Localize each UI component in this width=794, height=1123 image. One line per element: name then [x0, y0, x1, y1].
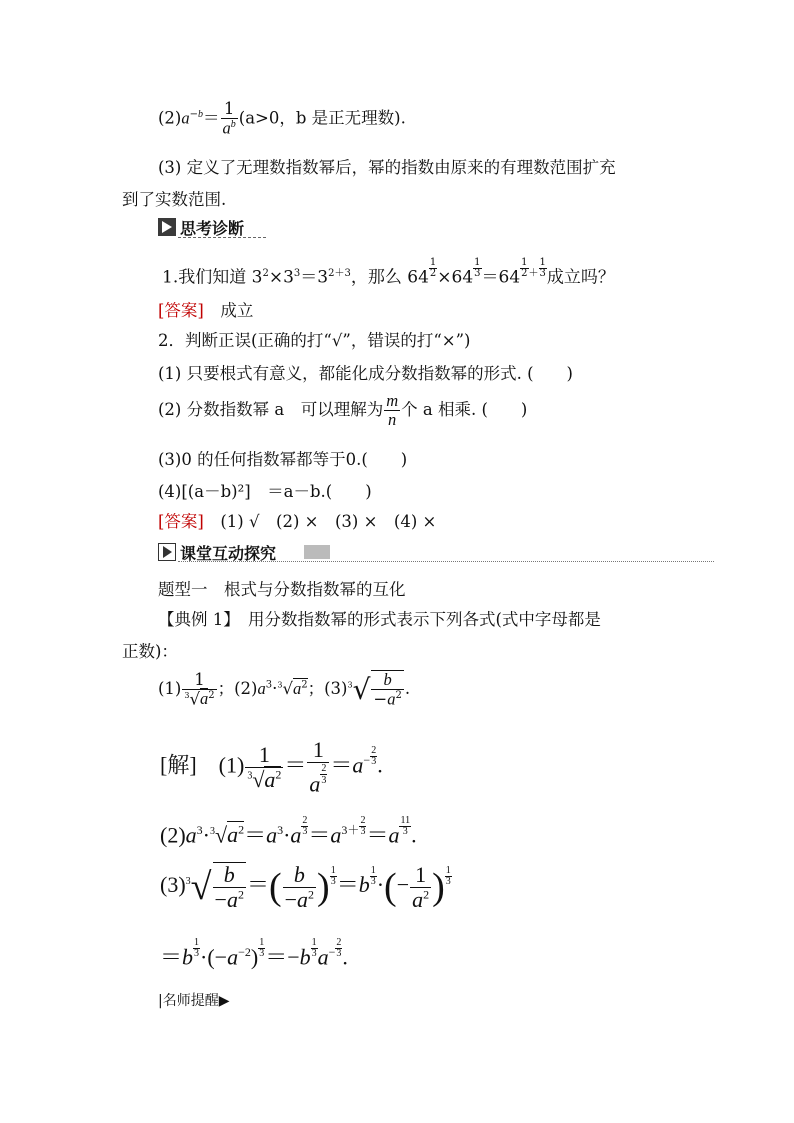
example-problems: (1) $\frac{1}{^3√a^2}$ ；$(2)a^3\cdot^3√a^2$；$(3)^3√$ $\frac{b}{-a^2}$ . [158, 669, 411, 709]
rule-3-continued: 到了实数范围. [122, 190, 227, 209]
answer-label: [答案] [158, 301, 204, 320]
answer-1 [158, 297, 253, 321]
section-title-2: 课堂互动探究 [180, 544, 277, 563]
rule-2-condition: (a>0，b 是正无理数). [238, 108, 406, 128]
question-2-item-3: (3)0 的任何指数幂都等于0.( ) [158, 450, 408, 469]
q2-2-part-a: (2) 分数指数幂 a [158, 400, 285, 420]
question-2: 2．判断正误(正确的打“√”，错误的打“×”) [158, 331, 471, 350]
question-2-item-1: (1) 只要根式有意义，都能化成分数指数幂的形式. ( ) [158, 364, 573, 383]
answer-1-text: 成立 [220, 301, 254, 320]
fraction-1-over-a-b: $\frac{1}{a^b}$ [222, 99, 236, 138]
rule-3-line: (3) 定义了无理数指数幂后，幂的指数由原来的有理数范围扩充 [158, 158, 616, 177]
topic-heading: 题型一 根式与分数指数幂的互化 [158, 580, 406, 599]
example-text: 用分数指数幂的形式表示下列各式(式中字母都是 [248, 610, 601, 629]
section-header-thinking [158, 216, 268, 238]
q2-2-part-c: 个 a 相乘. ( ) [401, 400, 528, 420]
example-1 [158, 606, 601, 630]
arrow-icon [158, 218, 176, 236]
section-title: 思考诊断 [180, 219, 245, 238]
answer-label-2: [答案] [158, 512, 204, 531]
solution-3: $(3)^3√$ $\frac{b}{-a^2}$ ＝( $\frac{b}{-a^2}$ ) $\frac{1}{3}$ ＝b $\frac{1}{3}$ ·(− $\frac{1}{a^2}$ ) $\frac{1}{3}$ [160, 861, 451, 913]
example-label: 【典例 1】 [158, 610, 232, 629]
rule-2-prefix: (2) [158, 108, 182, 128]
question-1-suffix: 成立吗？ [546, 267, 615, 288]
play-icon [158, 543, 176, 561]
section-header-classroom [158, 541, 718, 563]
example-1-cont: 正数)： [122, 642, 178, 661]
question-2-item-2: (2) 分数指数幂 a 可以理解为 $\frac{m}{n}$ 个 a 相乘. ( ) [158, 391, 528, 430]
teacher-tip: |名师提醒▶ [158, 993, 230, 1009]
q2-2-part-b: 可以理解为 [300, 400, 384, 420]
solution-3-cont: ＝b $\frac{1}{3}$ $\cdot(-a^{-2})$ $\frac{1}{3}$ ＝−b $\frac{1}{3}$ a− $\frac{2}{3}$ . [160, 937, 348, 970]
answer-2-text: (1) √ (2) × (3) × (4) × [220, 512, 437, 531]
question-2-item-4: (4)[(a－b)²] ＝a－b.( ) [158, 482, 372, 501]
question-1: 1.我们知道 $3^2\times 3^3=3^{2+3}$，那么 64 $\frac{1}{2}$ ×64 $\frac{1}{3}$ ＝64 $\frac{1}{2}$ ＋ $\frac{1}{3}$ 成立吗？ [162, 257, 615, 288]
solution-1: [解] (1) $\frac{1}{^3√a^2}$ ＝ 1 a $\frac{2}{3}$ ＝a− $\frac{2}{3}$ . [160, 737, 383, 797]
question-1-prefix: 1.我们知道 [162, 267, 247, 288]
solution-label: [解] [160, 752, 197, 778]
rule-2-line: $(2)a^{-b}=$ $\frac{1}{a^b}$ (a>0，b 是正无理数). [158, 99, 406, 138]
answer-2 [158, 508, 436, 532]
solution-2: $(2)a^3\cdot^3√a^2=a^3\cdot a$ $\frac{2}{3}$ $=a^{3+}$ $\frac{2}{3}$ ＝a $\frac{11}{3}$ . [160, 815, 417, 848]
